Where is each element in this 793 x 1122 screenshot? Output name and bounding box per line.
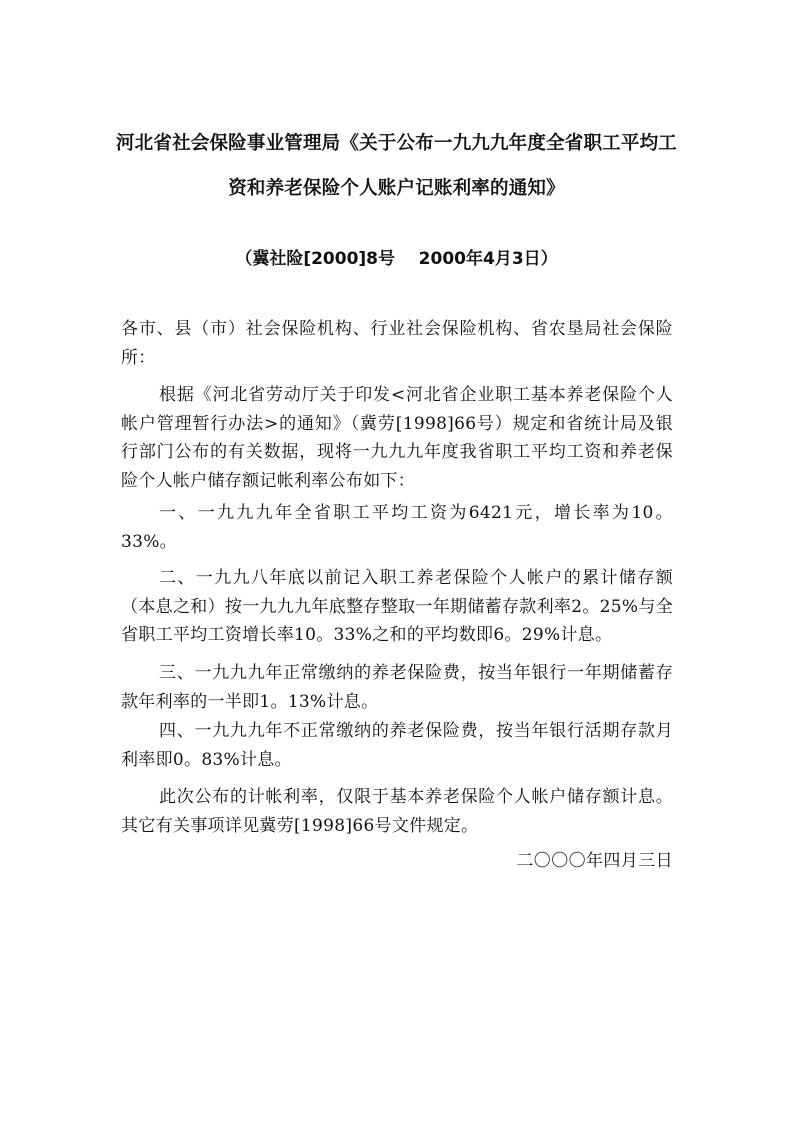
item-3-paragraph: 三、一九九九年正常缴纳的养老保险费，按当年银行一年期储蓄存款年利率的一半即1。13%计息。	[121, 663, 673, 712]
document-title-line-2: 资和养老保险个人账户记账利率的通知》	[228, 178, 565, 199]
salutation: 各市、县（市）社会保险机构、行业社会保险机构、省农垦局社会保险所：	[121, 319, 673, 368]
document-title-line-1: 河北省社会保险事业管理局《关于公布一九九九年度全省职工平均工	[115, 133, 677, 154]
closing-paragraph: 此次公布的计帐利率，仅限于基本养老保险个人帐户储存额计息。其它有关事项详见冀劳[1998]66号文件规定。	[121, 787, 673, 836]
item-4-paragraph: 四、一九九九年不正常缴纳的养老保险费，按当年银行活期存款月利率即0。83%计息。	[121, 721, 673, 770]
item-2-paragraph: 二、一九九八年底以前记入职工养老保险个人帐户的累计储存额（本息之和）按一九九九年底整存整取一年期储蓄存款利率2。25%与全省职工平均工资增长率10。33%之和的平均数即6。29%计息。	[121, 568, 673, 645]
item-1-paragraph: 一、一九九九年全省职工平均工资为6421元，增长率为10。33%。	[121, 503, 673, 552]
signature-date: 二〇〇〇年四月三日	[516, 851, 673, 871]
intro-paragraph: 根据《河北省劳动厅关于印发<河北省企业职工基本养老保险个人帐户管理暂行办法>的通知》（冀劳[1998]66号）规定和省统计局及银行部门公布的有关数据，现将一九九九年度我省职工平均工资和养老保险个人帐户储存额记帐利率公布如下：	[121, 385, 673, 491]
document-number: （冀社险[2000]8号 2000年4月3日）	[235, 249, 558, 269]
